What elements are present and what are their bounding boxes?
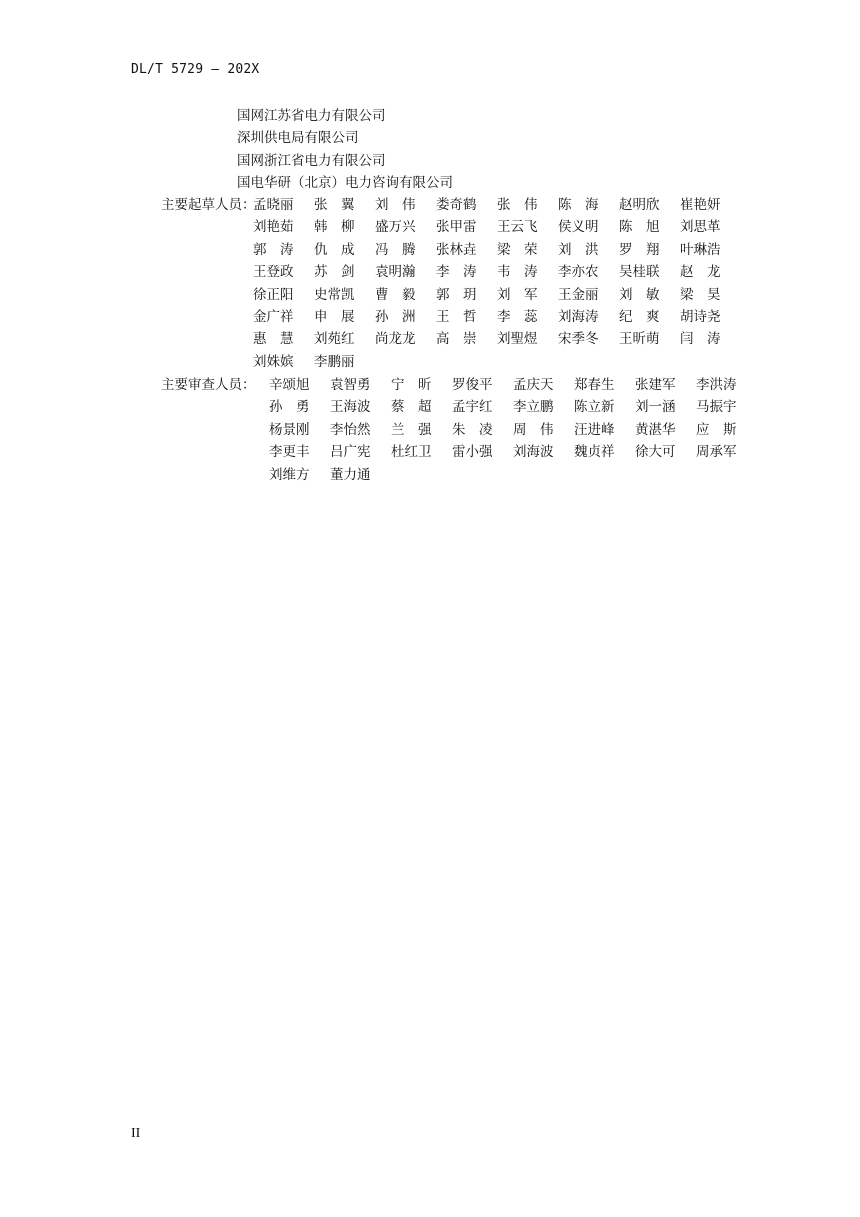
person-name: 徐正阳 (253, 286, 294, 303)
person-name: 曹 毅 (375, 286, 416, 303)
person-name: 刘 伟 (375, 197, 416, 213)
person-name: 王云飞 (497, 219, 538, 236)
person-name: 侯义明 (558, 219, 599, 236)
person-name: 张建军 (635, 377, 676, 393)
person-name: 李更丰 (269, 444, 310, 461)
drafters-name-grid (253, 194, 741, 373)
name-row (253, 261, 741, 283)
person-name: 惠 慧 (253, 331, 294, 348)
person-name: 尚龙龙 (375, 331, 416, 348)
person-name: 郭 玥 (436, 286, 477, 303)
person-name: 吕广宪 (330, 444, 371, 461)
person-name: 汪进峰 (574, 421, 615, 438)
document-code-header: DL/T 5729 — 202X (131, 62, 260, 77)
name-row (253, 306, 741, 328)
person-name: 周承军 (696, 444, 737, 461)
person-name: 赵明欣 (619, 197, 660, 213)
person-name: 王 哲 (436, 308, 477, 325)
person-name: 梁 昊 (680, 286, 721, 303)
person-name: 高 崇 (436, 331, 477, 348)
person-name: 罗俊平 (452, 377, 493, 393)
person-name: 杜红卫 (391, 444, 432, 461)
person-name: 雷小强 (452, 444, 493, 461)
person-name: 李洪涛 (696, 377, 737, 393)
person-name: 韩 柳 (314, 219, 355, 236)
person-name: 宁 昕 (391, 377, 432, 393)
person-name: 孟晓丽 (253, 197, 294, 213)
name-row (269, 441, 757, 463)
person-name: 袁明瀚 (375, 264, 416, 281)
person-name: 申 展 (314, 308, 355, 325)
drafters-label: 主要起草人员： (161, 197, 256, 213)
person-name: 兰 强 (391, 421, 432, 438)
person-name: 孙 洲 (375, 308, 416, 325)
person-name: 胡诗尧 (680, 308, 721, 325)
organization-item: 国网江苏省电力有限公司 (237, 108, 386, 124)
person-name: 刘苑红 (314, 331, 355, 348)
person-name: 刘姝嫔 (253, 353, 294, 370)
person-name: 仇 成 (314, 241, 355, 258)
person-name: 纪 爽 (619, 308, 660, 325)
person-name: 王登政 (253, 264, 294, 281)
person-name: 黄湛华 (635, 421, 676, 438)
person-name: 孟宇红 (452, 399, 493, 416)
person-name: 王金丽 (558, 286, 599, 303)
person-name: 刘聖煜 (497, 331, 538, 348)
person-name: 罗 翔 (619, 241, 660, 258)
person-name: 辛颂旭 (269, 377, 310, 393)
person-name: 杨景刚 (269, 421, 310, 438)
name-row (253, 239, 741, 261)
name-row (253, 328, 741, 350)
reviewers-label: 主要审查人员： (161, 377, 256, 393)
name-row (269, 419, 757, 441)
person-name: 冯 腾 (375, 241, 416, 258)
page-number: II (131, 1126, 141, 1141)
person-name: 郑春生 (574, 377, 615, 393)
person-name: 李立鹏 (513, 399, 554, 416)
person-name: 闫 涛 (680, 331, 721, 348)
person-name: 蔡 超 (391, 399, 432, 416)
person-name: 刘海波 (513, 444, 554, 461)
person-name: 陈 旭 (619, 219, 660, 236)
person-name: 孙 勇 (269, 399, 310, 416)
person-name: 王昕萌 (619, 331, 660, 348)
person-name: 李鹏丽 (314, 353, 355, 370)
organization-item: 国网浙江省电力有限公司 (237, 152, 386, 169)
name-row (269, 374, 757, 396)
person-name: 刘思革 (680, 219, 721, 236)
person-name: 盛万兴 (375, 219, 416, 236)
organization-list (237, 105, 453, 195)
person-name: 应 斯 (696, 421, 737, 438)
person-name: 周 伟 (513, 421, 554, 438)
person-name: 李 蕊 (497, 308, 538, 325)
name-row (269, 464, 757, 486)
person-name: 张甲雷 (436, 219, 477, 236)
person-name: 朱 凌 (452, 421, 493, 438)
person-name: 陈立新 (574, 399, 615, 416)
person-name: 李怡然 (330, 421, 371, 438)
person-name: 吴桂联 (619, 264, 660, 281)
person-name: 金广祥 (253, 308, 294, 325)
person-name: 史常凯 (314, 286, 355, 303)
person-name: 赵 龙 (680, 264, 721, 281)
person-name: 张林垚 (436, 241, 477, 258)
person-name: 宋季冬 (558, 331, 599, 348)
name-row (253, 216, 741, 238)
person-name: 娄奇鹤 (436, 197, 477, 213)
person-name: 魏贞祥 (574, 444, 615, 461)
name-row (253, 194, 741, 216)
organization-item: 深圳供电局有限公司 (237, 130, 359, 147)
person-name: 徐大可 (635, 444, 676, 461)
person-name: 苏 剑 (314, 264, 355, 281)
person-name: 李亦农 (558, 264, 599, 281)
person-name: 陈 海 (558, 197, 599, 213)
organization-item: 国电华研（北京）电力咨询有限公司 (237, 175, 453, 192)
person-name: 李 涛 (436, 264, 477, 281)
person-name: 梁 荣 (497, 241, 538, 258)
person-name: 孟庆天 (513, 377, 554, 393)
person-name: 马振宇 (696, 399, 737, 416)
reviewers-name-grid (269, 374, 757, 486)
person-name: 刘艳茹 (253, 219, 294, 236)
person-name: 韦 涛 (497, 264, 538, 281)
person-name: 张 翼 (314, 197, 355, 213)
person-name: 王海波 (330, 399, 371, 416)
name-row (253, 351, 741, 373)
person-name: 刘海涛 (558, 308, 599, 325)
person-name: 刘 敏 (619, 286, 660, 303)
person-name: 张 伟 (497, 197, 538, 213)
person-name: 崔艳妍 (680, 197, 721, 213)
name-row (253, 284, 741, 306)
person-name: 董力通 (330, 466, 371, 483)
person-name: 刘一涵 (635, 399, 676, 416)
person-name: 叶琳浩 (680, 241, 721, 258)
person-name: 郭 涛 (253, 241, 294, 258)
person-name: 刘 洪 (558, 241, 599, 258)
name-row (269, 396, 757, 418)
person-name: 刘 军 (497, 286, 538, 303)
person-name: 袁智勇 (330, 377, 371, 393)
person-name: 刘维方 (269, 466, 310, 483)
